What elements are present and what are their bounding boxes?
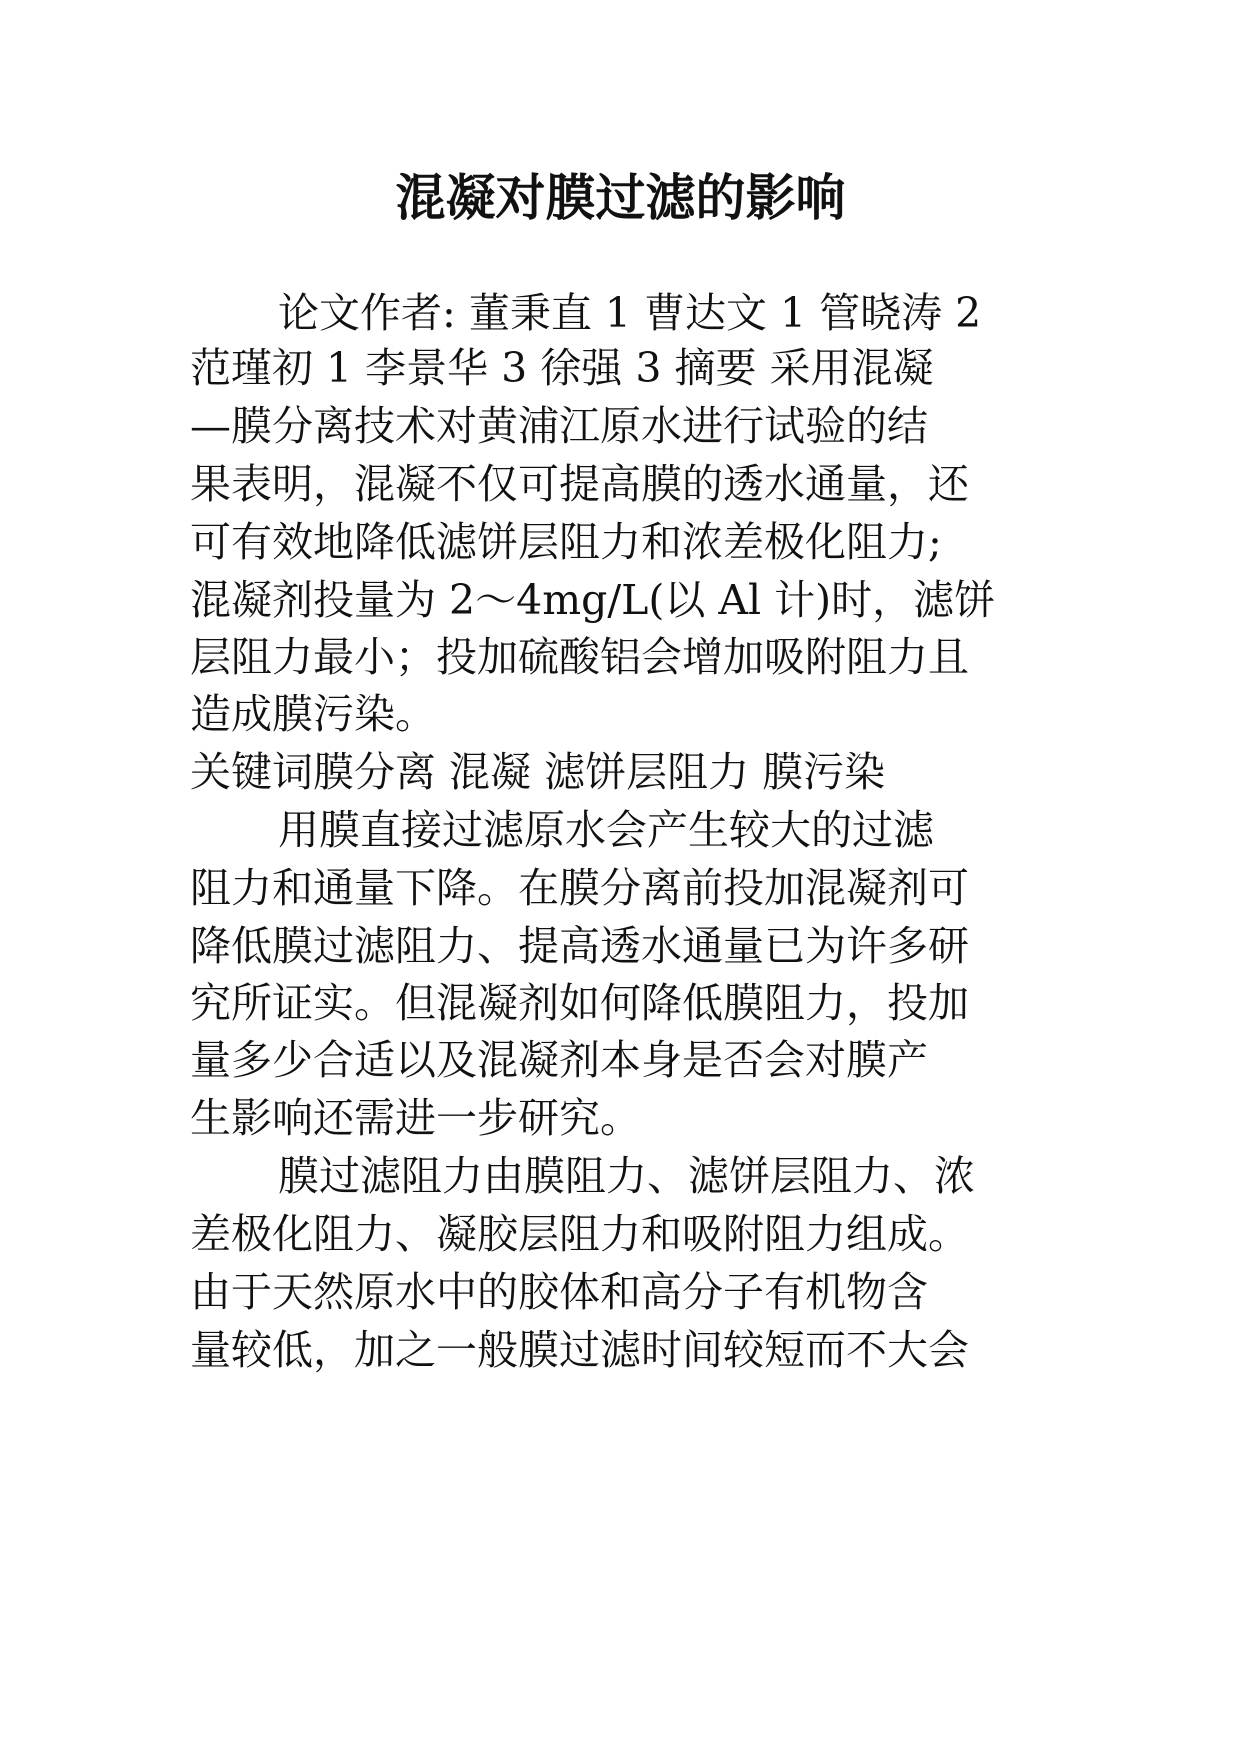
body-paragraph-line: 阻力和通量下降。在膜分离前投加混凝剂可	[190, 864, 969, 912]
body-paragraph-line: 由于天然原水中的胶体和高分子有机物含	[190, 1268, 928, 1316]
abstract-line: 果表明，混凝不仅可提高膜的透水通量，还	[190, 460, 969, 508]
body-paragraph-line: 究所证实。但混凝剂如何降低膜阻力，投加	[190, 979, 969, 1027]
body-paragraph-line: 量多少合适以及混凝剂本身是否会对膜产	[190, 1036, 928, 1084]
abstract-line: —膜分离技术对黄浦江原水进行试验的结	[190, 402, 928, 450]
body-paragraph-line: 降低膜过滤阻力、提高透水通量已为许多研	[190, 922, 969, 970]
body-paragraph-line: 差极化阻力、凝胶层阻力和吸附阻力组成。	[190, 1210, 969, 1258]
abstract-line: 混凝剂投量为 2～4mg/L(以 Al 计)时，滤饼	[190, 576, 996, 624]
authors-line: 论文作者: 董秉直 1 曹达文 1 管晓涛 2	[278, 289, 982, 337]
authors-abstract-line: 范瑾初 1 李景华 3 徐强 3 摘要 采用混凝	[190, 344, 934, 392]
body-paragraph-line: 量较低，加之一般膜过滤时间较短而不大会	[190, 1326, 969, 1374]
abstract-line: 层阻力最小；投加硫酸铝会增加吸附阻力且	[190, 633, 969, 681]
body-paragraph-line: 用膜直接过滤原水会产生较大的过滤	[278, 806, 934, 854]
keywords-line: 关键词膜分离 混凝 滤饼层阻力 膜污染	[190, 748, 886, 796]
body-paragraph-line: 膜过滤阻力由膜阻力、滤饼层阻力、浓	[278, 1152, 975, 1200]
body-paragraph-line: 生影响还需进一步研究。	[190, 1094, 641, 1142]
document-title: 混凝对膜过滤的影响	[395, 168, 846, 227]
abstract-line: 造成膜污染。	[190, 690, 436, 738]
abstract-line: 可有效地降低滤饼层阻力和浓差极化阻力;	[190, 518, 942, 566]
